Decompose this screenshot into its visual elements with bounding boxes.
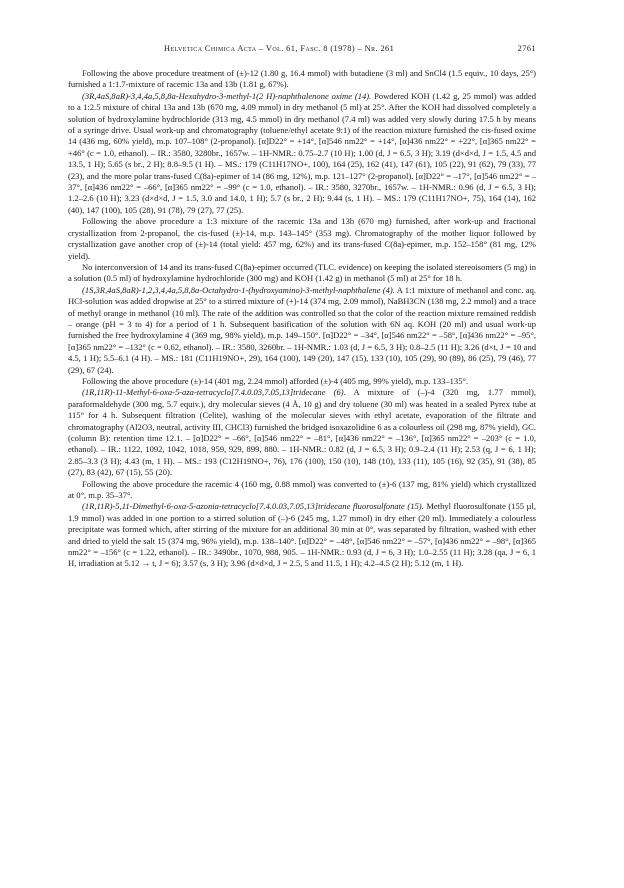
compound-title: (1R,11R)-11-Methyl-6-oxa-5-aza-tetracyclo[7.4.0.03,7.05,13]tridecane (6). <box>82 387 346 398</box>
paragraph-racemic-14: Following the above procedure a 1:3 mixture of the racemic 13a and 13b (670 mg) furnished, after work-up and fractional crystallization from 2-propanol, the cis-fused (±)-14, m.p. 143–145° (353 mg). Chromatography of the mother liquor followed by crystallization gave another crop of (±)-14 (total yield: 457 mg, 62%) and its trans-fused C(8a)-epimer, m.p. 152–158° (81 mg, 12% yield). <box>68 216 536 261</box>
page-number: 2761 <box>517 44 536 53</box>
paragraph-racemic-4: Following the above procedure (±)-14 (401 mg, 2.24 mmol) afforded (±)-4 (405 mg, 99% yield), m.p. 133–135°. <box>82 375 469 386</box>
compound-title: (1R,11R)-5,11-Dimethyl-6-oxa-5-azonia-tetracyclo[7.4.0.03,7.05,13]tridecane fluorosulfonate (15). <box>82 501 424 512</box>
paragraph-salt-15: (1R,11R)-5,11-Dimethyl-6-oxa-5-azonia-tetracyclo[7.4.0.03,7.05,13]tridecane fluorosulfonate (15). Methyl fluorosulfonate (155 µl, 1.9 mmol) was added in one portion to a stirred solution of (–)-6 (245 mg, 1.27 mmol) in dry ether (20 ml). Immediately a colourless precipitate was formed which, after stirring of the mixture for an additional 30 min at 0°, was separated by filtration, washed with ether and dried to yield the salt 15 (374 mg, 96% yield), m.p. 138–140°. [α]D22° = –48°, [α]546 nm22° = –57°, [α]436 nm22° = –98°, [α]365 nm22° = –156° (c = 1.22, ethanol). – IR.: 3490br., 1070, 988, 905. – 1H-NMR.: 0.93 (d, J = 6, 3 H); 1.0–2.55 (11 H); 3.28 (qa, J = 6, 1 H, irradiation at 5.12 → t, J = 6); 3.57 (s, 3 H); 3.96 (d×d×d, J = 2.5, 5 and 11.5, 1 H); 4.2–4.5 (2 H); 5.12 (m, 1 H). <box>68 501 536 569</box>
page-header <box>68 44 536 58</box>
compound-title: (1S,3R,4aS,8aR)-1,2,3,4,4a,5,8,8a-Octahydro-1-(hydroxyamino)-3-methyl-naphthalene (4). <box>82 284 395 295</box>
compound-title: (3R,4aS,8aR)-3,4,4a,5,8,8a-Hexahydro-3-methyl-1(2 H)-naphthalenone oxime (14). <box>82 90 372 101</box>
paragraph-isoxazolidine-6: (1R,11R)-11-Methyl-6-oxa-5-aza-tetracyclo[7.4.0.03,7.05,13]tridecane (6). A mixture of (–)-4 (320 mg, 1.77 mmol), paraformaldehyde (300 mg, 5.7 equiv.), dry molecular sieves (4 Å, 10 g) and dry toluene (30 ml) was heated in a sealed Pyrex tube at 115° for 4 h. Subsequent filtration (Celite), washing of the molecular sieves with ethyl acetate, evaporation of the filtrate and chromatography (Al2O3, neutral, activity III, CHCl3) furnished the bridged isoxazolidine 6 as a colourless oil (298 mg, 87% yield), GC. (column B): retention time 12.1. – [α]D22° = –66°, [α]546 nm22° = –81°, [α]436 nm22° = –136°, [α]365 nm22° = –203° (c = 1.0, ethanol). – IR.: 1122, 1092, 1042, 1018, 959, 929, 899, 880. – 1H-NMR.: 0.82 (d, J = 6.5, 3 H); 0.9–2.4 (11 H); 2.53 (q, J = 6, 1 H); 2.85–3.3 (3 H); 4.43 (m, 1 H). – MS.: 193 (C12H19NO+, 76), 176 (100), 150 (10), 148 (10), 133 (11), 105 (16), 92 (35), 91 (38), 85 (27), 83 (42), 67 (15), 55 (20). <box>68 387 536 478</box>
running-title: Helvetica Chimica Acta – Vol. 61, Fasc. 8 (1978) – Nr. 261 <box>164 44 395 53</box>
paragraph-interconversion: No interconversion of 14 and its trans-fused C(8a)-epimer occurred (TLC. evidence) on keeping the isolated stereoisomers (5 mg) in a solution (0.5 ml) of hydroxylamine hydrochloride (300 mg) and KOH (1.42 g) in methanol (5 ml) at 25° for 18 h. <box>68 261 536 284</box>
paragraph-hydroxylamine-4: (1S,3R,4aS,8aR)-1,2,3,4,4a,5,8,8a-Octahydro-1-(hydroxyamino)-3-methyl-naphthalene (4). A 1:1 mixture of methanol and conc. aq. HCl-solution was added dropwise at 25° to a stirred mixture of (+)-14 (374 mg, 2.09 mmol), NaBH3CN (138 mg, 2.2 mmol) and a trace of methyl orange in methanol (10 ml). The rate of the addition was controlled so that the color of the reaction mixture remained reddish – orange (pH = 3 to 4) for a period of 1 h. Subsequent basification of the solution with 6N aq. KOH (20 ml) and usual work-up furnished the free hydroxylamine 4 (369 mg, 98% yield), m.p. 149–150°. [α]D22° = –34°, [α]546 nm22° = –58°, [α]436 nm22° = –95°, [α]365 nm22° = –132° (c = 0.62, ethanol). – IR.: 3580, 3260br. – 1H-NMR.: 1.03 (d, J = 6.5, 3 H); 0.8–2.5 (11 H); 3.26 (d×t, J = 10 and 4.5, 1 H); 5.5–6.1 (4 H). – MS.: 181 (C11H19NO+, 29), 164 (100), 149 (20), 147 (15), 133 (10), 105 (29), 90 (89), 86 (25), 79 (46), 77 (29), 67 (24). <box>68 284 536 375</box>
article-body <box>68 68 536 570</box>
paragraph-oxime-14: (3R,4aS,8aR)-3,4,4a,5,8,8a-Hexahydro-3-methyl-1(2 H)-naphthalenone oxime (14). Powdered KOH (1.42 g, 25 mmol) was added to a 1:2.5 mixture of chiral 13a and 13b (670 mg, 4.09 mmol) in dry methanol (5 ml) at 25°. After the KOH had dissolved completely a solution of hydroxylamine hydrochloride (313 mg, 4.5 mmol) in dry methanol (7.4 ml) was added very slowly during 17.5 h by means of a syringe drive. Usual work-up and chromatography (toluene/ethyl acetate 9:1) of the reaction mixture furnished the cis-fused oxime 14 (436 mg, 60% yield), m.p. 107–108° (2-propanol). [α]D22° = +14°, [α]546 nm22° = +14°, [α]436 nm22° = +22°, [α]365 nm22° = +46° (c = 1.0, ethanol). – IR.: 3580, 3280br., 1657w. – 1H-NMR.: 0.75–2.7 (10 H); 1.00 (d, J = 6.5, 3 H); 3.19 (d×d×d, J = 1.5, 4.5 and 13.5, 1 H); 5.65 (s br., 2 H); 8.8–9.5 (1 H). – MS.: 179 (C11H17NO+, 100), 164 (25), 162 (41), 147 (61), 105 (22), 91 (62), 79 (33), 77 (23), and the more polar trans-fused C(8a)-epimer of 14 (86 mg, 12%), m.p. 121–127° (2-propanol). [α]D22° = –17°, [α]546 nm22° = –37°, [α]436 nm22° = –66°, [α]365 nm22° = –99° (c = 1.0, ethanol). – IR.: 3580, 3270br., 1657w. – 1H-NMR.: 0.96 (d, J = 6.5, 3 H); 1.2–2.6 (10 H); 3.23 (d×d×d, J = 1.5, 3.0 and 14.0, 1 H); 5.7 (s br., 2 H); 9.44 (s, 1 H). – MS.: 179 (C11H17NO+, 75), 164 (14), 162 (40), 147 (100), 105 (28), 91 (78), 79 (27), 77 (25). <box>68 90 536 215</box>
paragraph-intro: Following the above procedure treatment of (±)-12 (1.80 g, 16.4 mmol) with butadiene (3 ml) and SnCl4 (1.5 equiv., 10 days, 25°) furnished a 1:1.7-mixture of racemic 13a and 13b (1.81 g, 67%). <box>68 68 536 90</box>
paragraph-racemic-6: Following the above procedure the racemic 4 (160 mg, 0.88 mmol) was converted to (±)-6 (137 mg, 81% yield) which crystallized at 0°, m.p. 35–37°. <box>68 478 536 501</box>
